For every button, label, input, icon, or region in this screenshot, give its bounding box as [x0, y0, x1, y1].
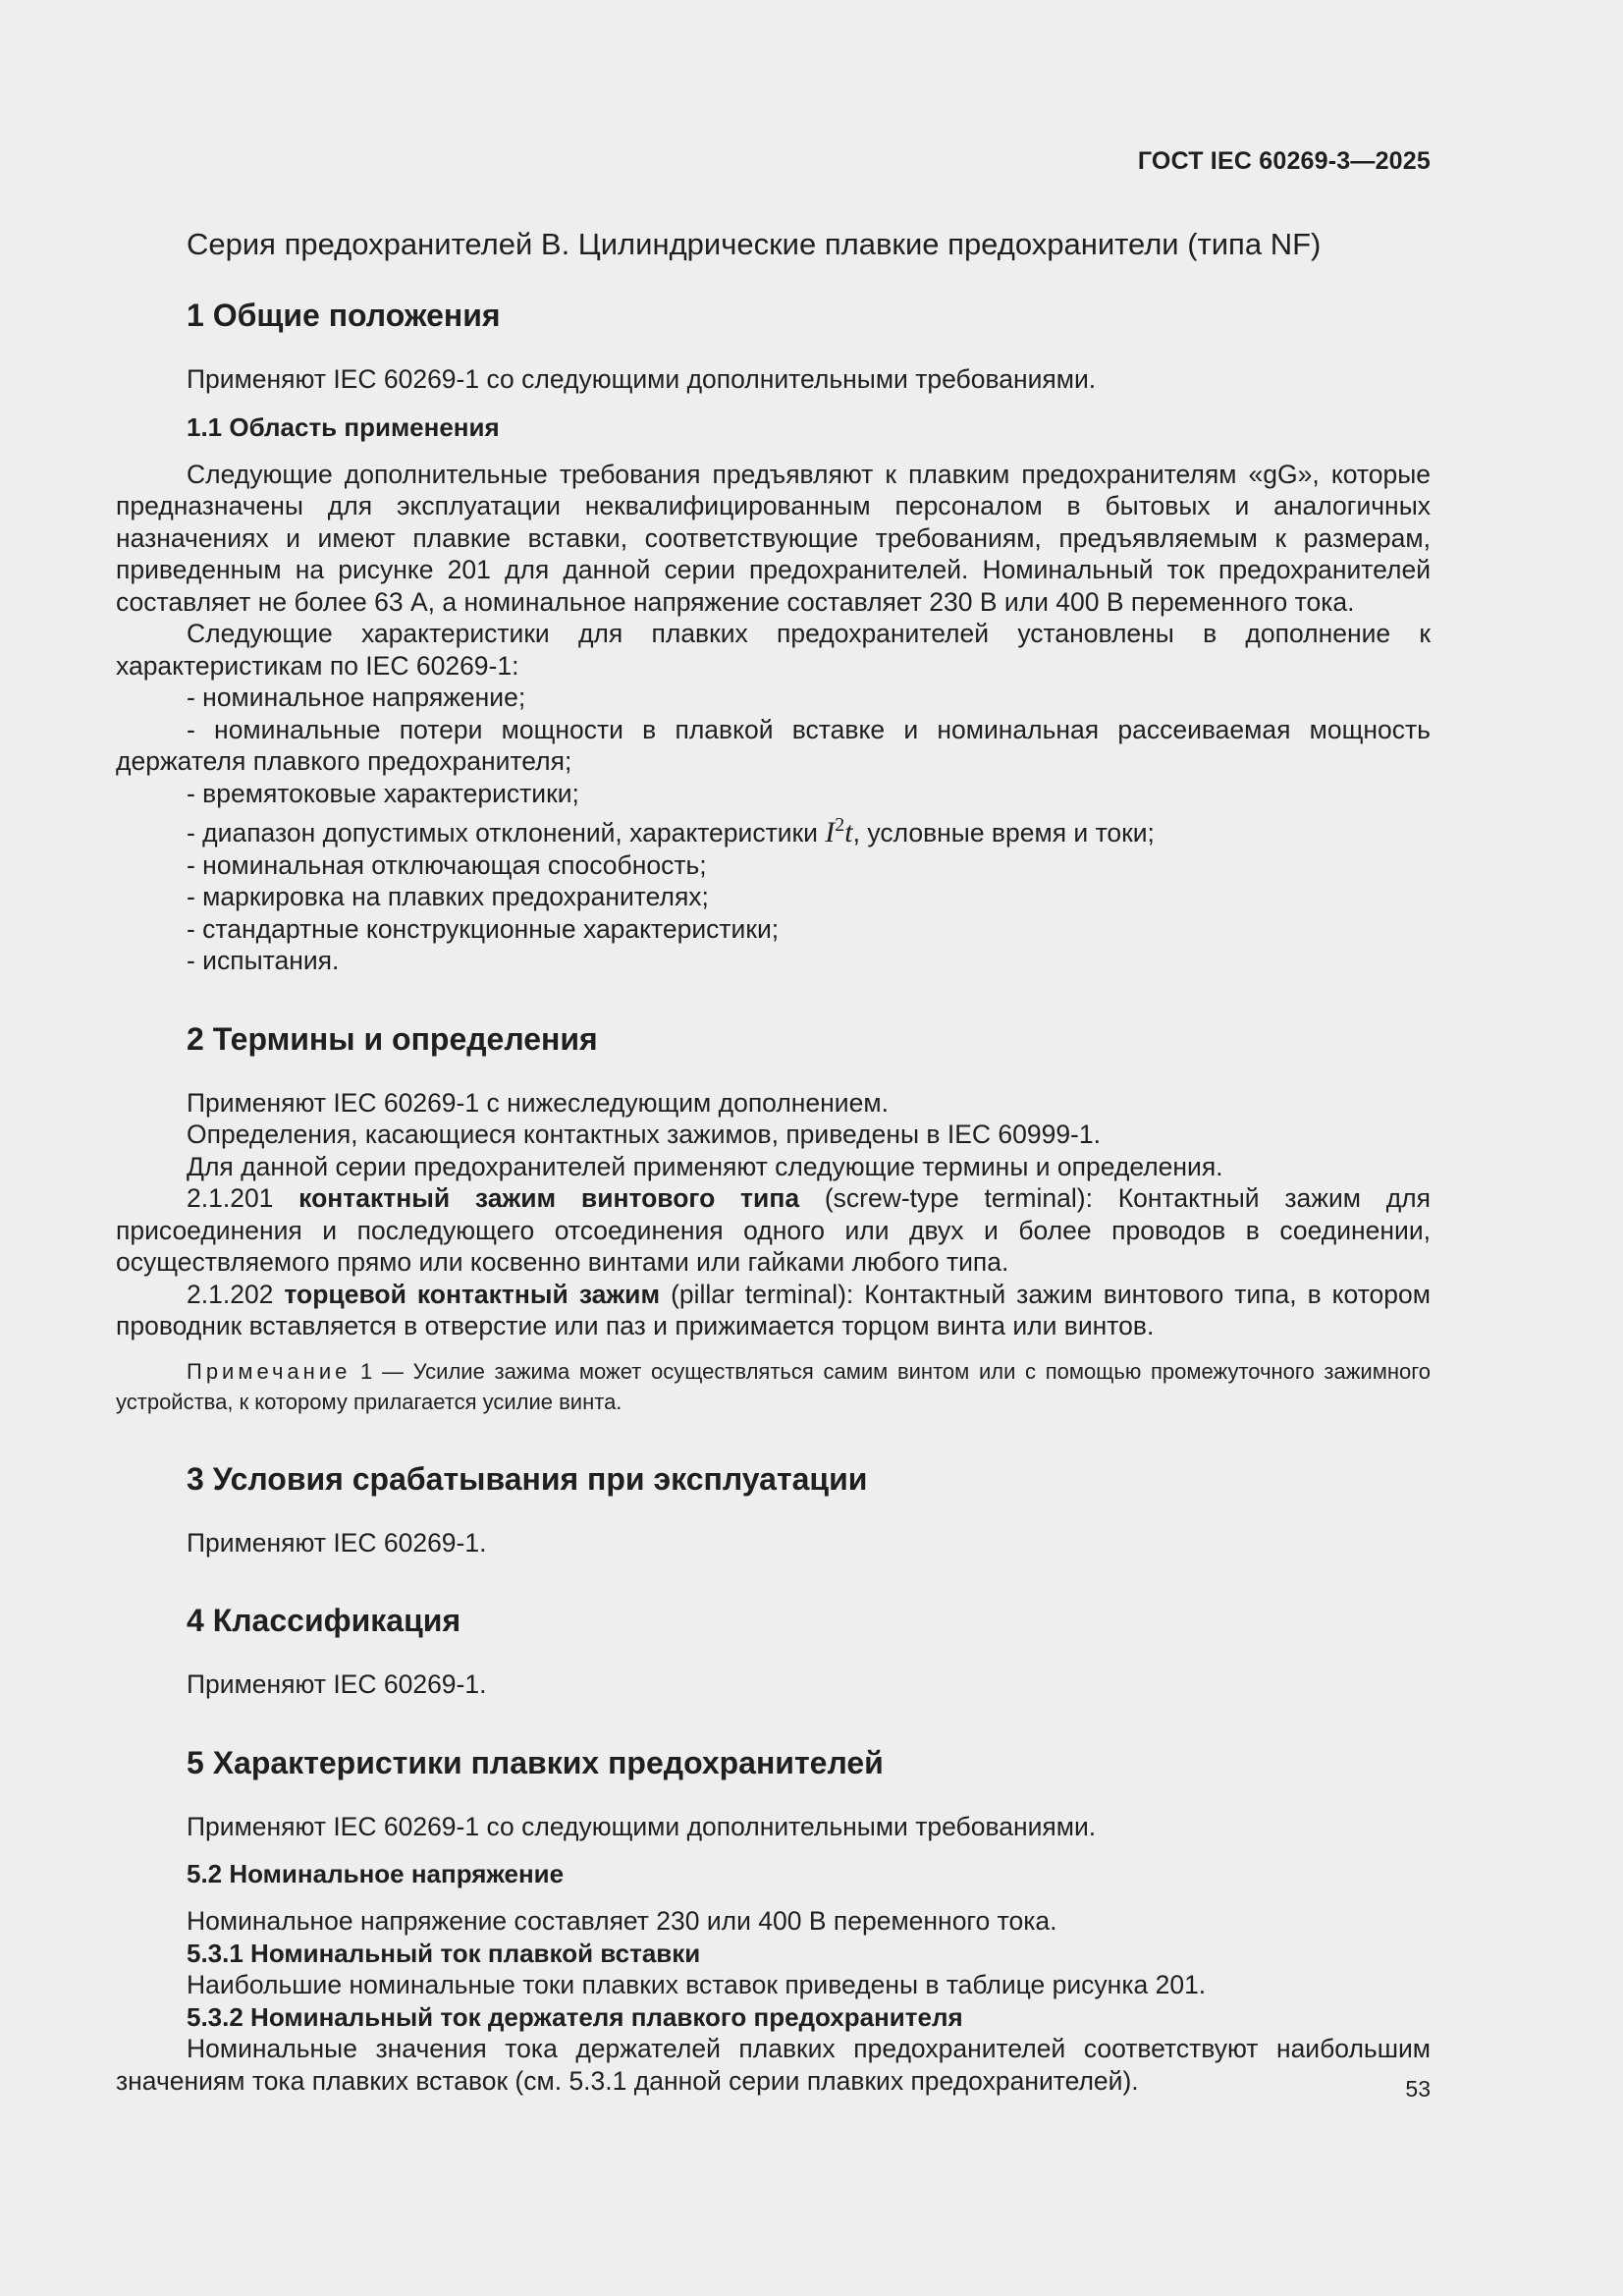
page-number: 53 — [1405, 2076, 1431, 2102]
section-3-heading: 3 Условия срабатывания при эксплуатации — [187, 1460, 868, 1497]
note-1: Примечание 1 — Усилие зажима может осуществляться самим винтом или с помощью промежуточного зажимного устройства, к которому прилагается усилие винта. — [116, 1358, 1431, 1414]
section-5-2-paragraph: Номинальное напряжение составляет 230 или 400 В переменного тока. — [187, 1906, 1057, 1936]
list-item: - номинальное напряжение; — [187, 683, 526, 712]
section-5-heading: 5 Характеристики плавких предохранителей — [187, 1744, 884, 1780]
section-5-3-1-paragraph: Наибольшие номинальные токи плавких вставок приведены в таблице рисунка 201. — [187, 1970, 1207, 1999]
section-2-paragraph-3: Для данной серии предохранителей применяют следующие термины и определения. — [187, 1151, 1223, 1181]
list-item: - стандартные конструкционные характеристики; — [187, 913, 780, 944]
section-2-heading: 2 Термины и определения — [187, 1020, 598, 1057]
section-1-1-heading: 1.1 Область применения — [187, 411, 500, 442]
section-4-paragraph: Применяют IEC 60269-1. — [187, 1669, 487, 1699]
series-title: Серия предохранителей B. Цилиндрические плавкие предохранители (типа NF) — [187, 227, 1322, 261]
section-1-heading: 1 Общие положения — [187, 298, 501, 333]
list-item-i2t: - диапазон допустимых отклонений, характеристики $I^2t$, условные время и токи; — [187, 814, 1155, 848]
list-item: - времятоковые характеристики; — [187, 778, 579, 808]
term-pillar-terminal: 2.1.202 торцевой контактный зажим (pillar terminal): Контактный зажим винтового типа, в котором проводник вставляется в отверстие или паз и прижимается торцом винта или винтов. — [116, 1279, 1431, 1340]
section-1-1-paragraph-2: Следующие характеристики для плавких предохранителей установлены в дополнение к характеристикам по IEC 60269-1: — [116, 619, 1431, 681]
section-1-intro: Применяют IEC 60269-1 со следующими дополнительными требованиями. — [187, 364, 1097, 394]
section-2-paragraph-1: Применяют IEC 60269-1 с нижеследующим дополнением. — [187, 1087, 889, 1118]
document-header: ГОСТ IEC 60269-3—2025 — [1137, 147, 1431, 175]
list-item: - номинальная отключающая способность; — [187, 849, 707, 880]
section-2-paragraph-2: Определения, касающиеся контактных зажимов, приведены в IEC 60999-1. — [187, 1120, 1101, 1149]
section-3-paragraph: Применяют IEC 60269-1. — [187, 1527, 487, 1558]
section-5-3-1-heading: 5.3.1 Номинальный ток плавкой вставки — [187, 1938, 701, 1968]
section-5-3-2-heading: 5.3.2 Номинальный ток держателя плавкого предохранителя — [187, 2001, 963, 2032]
list-item: - испытания. — [187, 946, 340, 975]
page-content — [116, 222, 1431, 2097]
section-4-heading: 4 Классификация — [187, 1603, 461, 1638]
section-1-1-paragraph-1: Следующие дополнительные требования предъявляют к плавким предохранителям «gG», которые предназначены для эксплуатации неквалифицированным персоналом в бытовых и аналогичных назначениях и имеют плавкие вставки, соответствующие требованиям, предъявляемым к размерам, приведенным на рисунке 201 для данной серии предохранителей. Номинальный ток предохранителей составляет не более 63 А, а номинальное напряжение составляет 230 В или 400 В переменного тока. — [116, 459, 1431, 617]
section-5-3-2-paragraph: Номинальные значения тока держателей плавких предохранителей соответствуют наибольшим значениям тока плавких вставок (см. 5.3.1 данной серии плавких предохранителей). — [116, 2034, 1431, 2096]
list-item: - маркировка на плавких предохранителях; — [187, 882, 709, 911]
section-5-2-heading: 5.2 Номинальное напряжение — [187, 1859, 565, 1888]
list-item: - номинальные потери мощности в плавкой вставке и номинальная рассеиваемая мощность держателя плавкого предохранителя; — [116, 714, 1431, 776]
term-screw-type-terminal: 2.1.201 контактный зажим винтового типа (screw-type terminal): Контактный зажим для присоединения и последующего отсоединения одного или двух и более проводов в соединении, осуществляемого прямо или косвенно винтами или гайками любого типа. — [116, 1183, 1431, 1277]
section-5-paragraph: Применяют IEC 60269-1 со следующими дополнительными требованиями. — [187, 1811, 1097, 1841]
